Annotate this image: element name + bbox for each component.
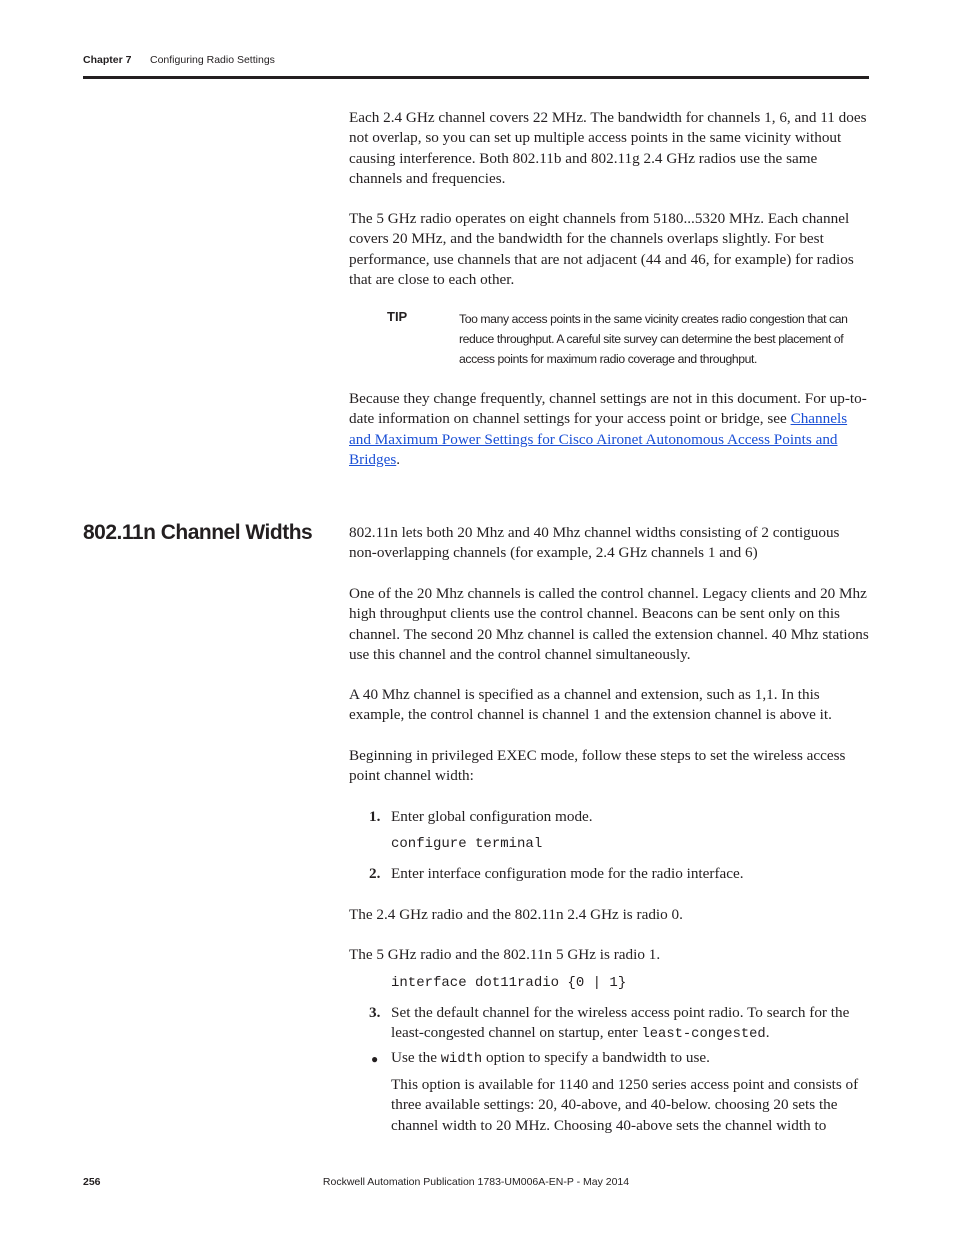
bullet-text: Use the width option to specify a bandwidth to use. [391, 1049, 710, 1067]
tip-label: TIP [387, 309, 408, 324]
code-least-congested: least-congested [641, 1027, 766, 1043]
step-text: Enter interface configuration mode for the radio interface. [391, 865, 744, 882]
section-paragraph-4: Beginning in privileged EXEC mode, follow these steps to set the wireless access point channel width: [349, 747, 846, 785]
chapter-title: Configuring Radio Settings [150, 54, 275, 66]
code-interface-dot11radio: interface dot11radio {0 | 1} [391, 975, 627, 991]
bullet-icon: ● [371, 1052, 379, 1066]
section-title: 802.11n Channel Widths [83, 521, 313, 544]
publication-info: Rockwell Automation Publication 1783-UM006A-EN-P - May 2014 [322, 1176, 630, 1188]
page-number: 256 [83, 1176, 101, 1188]
code-width: width [440, 1052, 483, 1067]
code-configure-terminal: configure terminal [391, 836, 543, 852]
intro-paragraph-2: The 5 GHz radio operates on eight channels from 5180...5320 MHz. Each channel covers 20 MHz, and the bandwidth for the channels overlaps slightly. For best performance, use channels that are not adjacent (44 and 46, for example) for radios that are close to each other. [349, 210, 854, 288]
section-paragraph-1: 802.11n lets both 20 Mhz and 40 Mhz channel widths consisting of 2 contiguous non-overlapping channels (for example, 2.4 GHz channels 1 and 6) [349, 524, 840, 562]
step-number: 3. [369, 1004, 381, 1021]
radio-1-note: The 5 GHz radio and the 802.11n 5 GHz is radio 1. [349, 946, 661, 963]
intro-paragraph-1: Each 2.4 GHz channel covers 22 MHz. The bandwidth for channels 1, 6, and 11 does not overlap, so you can set up multiple access points in the same vicinity without causing interference. Both 802.11b and 802.11g 2.4 GHz radios use the same channels and frequencies. [349, 109, 867, 187]
section-paragraph-3: A 40 Mhz channel is specified as a channel and extension, such as 1,1. In this example, the control channel is channel 1 and the extension channel is above it. [349, 686, 832, 724]
channel-settings-text: Because they change frequently, channel settings are not in this document. For up-to-date information on channel settings for your access point or bridge, see [349, 390, 867, 428]
step-text: Enter global configuration mode. [391, 808, 593, 825]
tip-text: Too many access points in the same vicinity creates radio congestion that can reduce throughput. A careful site survey can determine the best placement of access points for maximum radio coverage and throughput. [459, 312, 848, 366]
channel-settings-end: . [396, 450, 401, 468]
chapter-label: Chapter 7 [83, 54, 132, 66]
channel-power-settings-link[interactable]: Channels and Maximum Power Settings for Cisco Aironet Autonomous Access Points and Bridges [349, 410, 848, 468]
section-paragraph-2: One of the 20 Mhz channels is called the control channel. Legacy clients and 20 Mhz high throughput clients use the control channel. Beacons can be sent only on this channel. The second 20 Mhz channel is called the extension channel. 40 Mhz stations use this channel and the control channel simultaneously. [349, 585, 869, 663]
step-text: Set the default channel for the wireless access point radio. To search for the least-congested channel on startup, enter least-congested. [391, 1004, 850, 1043]
bullet-paragraph: This option is available for 1140 and 1250 series access point and consists of three available settings: 20, 40-above, and 40-below. choosing 20 sets the channel width to 20 MHz. Choosing 40-above sets the channel width to [391, 1076, 859, 1134]
radio-0-note: The 2.4 GHz radio and the 802.11n 2.4 GHz is radio 0. [349, 906, 683, 923]
channel-settings-paragraph [349, 389, 869, 470]
step-number: 1. [369, 808, 381, 825]
page-header [83, 52, 869, 79]
step-number: 2. [369, 865, 381, 882]
